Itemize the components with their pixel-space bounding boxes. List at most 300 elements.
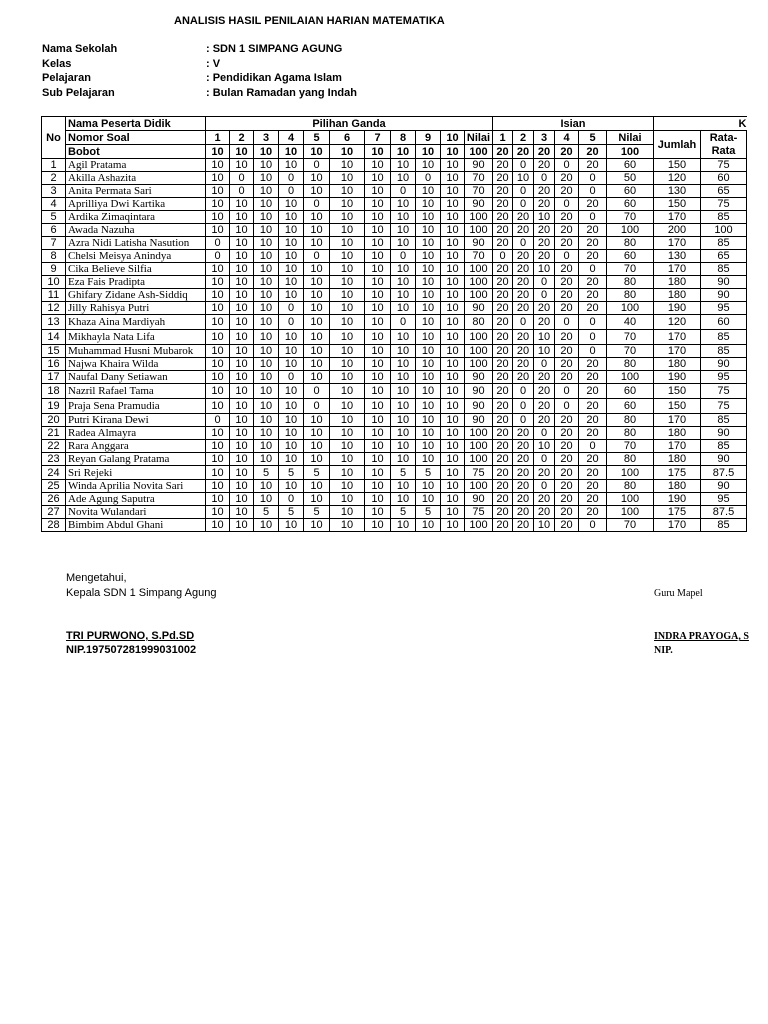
isian-score: 0	[513, 399, 534, 414]
pg-score: 10	[230, 371, 254, 384]
pg-score: 10	[441, 427, 465, 440]
pg-score: 0	[279, 493, 304, 506]
jumlah-value: 180	[654, 453, 701, 466]
pg-nilai: 90	[465, 371, 493, 384]
pg-nilai: 100	[465, 453, 493, 466]
table-row	[42, 330, 747, 345]
pg-score: 10	[391, 302, 416, 315]
rata-rata-value: 95	[701, 302, 747, 315]
pg-score: 10	[206, 384, 230, 399]
header-k: K	[654, 117, 747, 131]
pg-score: 10	[230, 427, 254, 440]
pg-score: 10	[254, 519, 279, 532]
isian-score: 20	[534, 371, 555, 384]
pg-score: 10	[330, 250, 365, 263]
pg-score: 10	[330, 198, 365, 211]
pg-score: 10	[254, 358, 279, 371]
isian-score: 0	[579, 345, 607, 358]
pg-score: 10	[441, 250, 465, 263]
pg-score: 5	[391, 466, 416, 480]
isian-score: 20	[534, 414, 555, 427]
pg-score: 10	[391, 371, 416, 384]
pg-score: 0	[304, 384, 330, 399]
student-no: 4	[42, 198, 66, 211]
pg-nilai: 100	[465, 289, 493, 302]
pg-score: 10	[304, 414, 330, 427]
pg-score: 10	[330, 480, 365, 493]
table-row	[42, 358, 747, 371]
isian-score: 0	[534, 453, 555, 466]
isian-score: 20	[579, 276, 607, 289]
table-row	[42, 427, 747, 440]
isian-score: 10	[534, 345, 555, 358]
isian-nilai: 70	[607, 263, 654, 276]
isian-score: 20	[493, 211, 513, 224]
isian-score: 0	[513, 159, 534, 172]
rata-rata-value: 65	[701, 185, 747, 198]
isian-score: 0	[579, 263, 607, 276]
pg-number: 7	[365, 131, 391, 145]
mengetahui-text: Mengetahui,	[66, 572, 127, 584]
pg-number: 2	[230, 131, 254, 145]
isian-score: 20	[493, 185, 513, 198]
jumlah-value: 170	[654, 263, 701, 276]
pg-score: 10	[391, 237, 416, 250]
pg-score: 10	[206, 440, 230, 453]
student-no: 19	[42, 399, 66, 414]
isian-score: 20	[579, 414, 607, 427]
pg-score: 10	[230, 466, 254, 480]
pg-score: 10	[330, 399, 365, 414]
pg-score: 10	[304, 172, 330, 185]
pg-nilai: 100	[465, 427, 493, 440]
isian-score: 20	[555, 493, 579, 506]
pg-score: 0	[206, 237, 230, 250]
pg-score: 10	[279, 198, 304, 211]
isian-nilai: 60	[607, 159, 654, 172]
pg-score: 10	[230, 519, 254, 532]
guru-nip: NIP.	[654, 645, 673, 656]
rata-rata-value: 85	[701, 263, 747, 276]
pg-score: 10	[304, 315, 330, 330]
pg-bobot: 10	[391, 145, 416, 159]
jumlah-value: 200	[654, 224, 701, 237]
jumlah-value: 170	[654, 211, 701, 224]
isian-score: 20	[555, 480, 579, 493]
isian-score: 20	[493, 399, 513, 414]
isian-score: 20	[513, 224, 534, 237]
isian-score: 20	[493, 315, 513, 330]
isian-nilai: 70	[607, 345, 654, 358]
isian-score: 20	[579, 250, 607, 263]
pg-nilai: 80	[465, 315, 493, 330]
student-name: Sri Rejeki	[66, 466, 206, 480]
pg-score: 10	[206, 480, 230, 493]
isian-nilai: 100	[607, 466, 654, 480]
isian-score: 20	[513, 345, 534, 358]
pg-score: 10	[416, 399, 441, 414]
pg-score: 0	[279, 315, 304, 330]
student-name: Winda Aprilia Novita Sari	[66, 480, 206, 493]
pg-score: 10	[254, 493, 279, 506]
pg-score: 10	[365, 330, 391, 345]
isian-nilai: 70	[607, 440, 654, 453]
rata-rata-value: 85	[701, 440, 747, 453]
isian-score: 20	[493, 345, 513, 358]
table-row	[42, 345, 747, 358]
isian-score: 20	[579, 384, 607, 399]
pg-score: 10	[330, 440, 365, 453]
isian-score: 20	[513, 358, 534, 371]
student-no: 17	[42, 371, 66, 384]
pg-score: 10	[416, 263, 441, 276]
student-name: Azra Nidi Latisha Nasution	[66, 237, 206, 250]
isian-score: 20	[555, 276, 579, 289]
guru-mapel-title: Guru Mapel	[654, 588, 703, 599]
pg-bobot: 10	[330, 145, 365, 159]
pg-score: 10	[365, 250, 391, 263]
isian-score: 0	[555, 384, 579, 399]
rata-rata-value: 75	[701, 399, 747, 414]
pg-score: 10	[391, 480, 416, 493]
student-name: Ade Agung Saputra	[66, 493, 206, 506]
pg-score: 10	[391, 414, 416, 427]
info-value: : V	[206, 57, 221, 70]
pg-score: 10	[330, 315, 365, 330]
pg-score: 10	[416, 358, 441, 371]
table-row	[42, 519, 747, 532]
pg-score: 10	[441, 493, 465, 506]
pg-score: 10	[230, 263, 254, 276]
table-row	[42, 159, 747, 172]
student-name: Chelsi Meisya Anindya	[66, 250, 206, 263]
pg-score: 10	[441, 159, 465, 172]
pg-score: 10	[416, 250, 441, 263]
pg-number: 1	[206, 131, 230, 145]
isian-score: 10	[534, 519, 555, 532]
pg-score: 10	[304, 224, 330, 237]
isian-score: 20	[555, 453, 579, 466]
pg-score: 10	[254, 371, 279, 384]
isian-score: 20	[579, 159, 607, 172]
pg-score: 10	[206, 315, 230, 330]
pg-score: 10	[365, 466, 391, 480]
pg-score: 10	[330, 453, 365, 466]
pg-score: 10	[230, 345, 254, 358]
student-no: 8	[42, 250, 66, 263]
pg-nilai: 75	[465, 466, 493, 480]
pg-score: 10	[304, 371, 330, 384]
pg-score: 10	[230, 211, 254, 224]
pg-score: 10	[391, 345, 416, 358]
pg-nilai: 70	[465, 172, 493, 185]
pg-score: 10	[391, 358, 416, 371]
isian-score: 20	[579, 453, 607, 466]
pg-score: 10	[279, 237, 304, 250]
isian-score: 20	[513, 466, 534, 480]
rata-rata-value: 90	[701, 358, 747, 371]
pg-score: 10	[416, 224, 441, 237]
pg-nilai: 90	[465, 302, 493, 315]
table-row	[42, 466, 747, 480]
isian-score: 20	[534, 224, 555, 237]
pg-score: 10	[279, 453, 304, 466]
pg-score: 10	[416, 384, 441, 399]
isian-nilai: 100	[607, 493, 654, 506]
pg-score: 10	[254, 453, 279, 466]
pg-score: 10	[206, 198, 230, 211]
pg-score: 10	[206, 276, 230, 289]
pg-score: 10	[416, 185, 441, 198]
info-label: Kelas	[42, 57, 72, 70]
isian-score: 20	[555, 302, 579, 315]
isian-bobot: 20	[493, 145, 513, 159]
student-name: Praja Sena Pramudia	[66, 399, 206, 414]
pg-score: 10	[416, 315, 441, 330]
pg-score: 5	[391, 506, 416, 519]
student-no: 9	[42, 263, 66, 276]
rata-rata-value: 60	[701, 315, 747, 330]
pg-nilai: 90	[465, 237, 493, 250]
pg-score: 10	[416, 440, 441, 453]
pg-score: 10	[206, 519, 230, 532]
jumlah-value: 190	[654, 493, 701, 506]
isian-score: 20	[579, 427, 607, 440]
pg-score: 10	[279, 384, 304, 399]
pg-score: 10	[279, 345, 304, 358]
header-row-1	[42, 117, 747, 131]
pg-nilai: 90	[465, 399, 493, 414]
isian-score: 20	[555, 371, 579, 384]
isian-score: 20	[534, 237, 555, 250]
pg-score: 10	[230, 358, 254, 371]
pg-score: 10	[391, 384, 416, 399]
isian-score: 20	[555, 506, 579, 519]
rata-rata-value: 65	[701, 250, 747, 263]
pg-score: 10	[230, 198, 254, 211]
isian-score: 10	[534, 211, 555, 224]
isian-score: 0	[493, 250, 513, 263]
pg-score: 0	[279, 185, 304, 198]
isian-score: 20	[534, 466, 555, 480]
jumlah-value: 130	[654, 185, 701, 198]
table-row	[42, 371, 747, 384]
table-row	[42, 453, 747, 466]
pg-score: 10	[441, 519, 465, 532]
isian-score: 0	[579, 440, 607, 453]
pg-score: 10	[441, 289, 465, 302]
student-name: Najwa Khaira Wilda	[66, 358, 206, 371]
rata-rata-value: 90	[701, 427, 747, 440]
isian-score: 20	[513, 211, 534, 224]
student-name: Nazril Rafael Tama	[66, 384, 206, 399]
header-bobot: Bobot	[66, 145, 206, 159]
student-no: 14	[42, 330, 66, 345]
isian-score: 20	[513, 493, 534, 506]
pg-score: 10	[304, 330, 330, 345]
isian-score: 0	[534, 172, 555, 185]
pg-score: 10	[441, 330, 465, 345]
pg-score: 10	[206, 453, 230, 466]
pg-nilai-header: Nilai	[465, 131, 493, 145]
isian-score: 20	[513, 371, 534, 384]
pg-score: 10	[230, 250, 254, 263]
header-nama-peserta: Nama Peserta Didik	[66, 117, 206, 131]
student-name: Eza Fais Pradipta	[66, 276, 206, 289]
student-no: 25	[42, 480, 66, 493]
isian-score: 0	[513, 384, 534, 399]
pg-score: 10	[254, 480, 279, 493]
pg-nilai: 90	[465, 493, 493, 506]
isian-score: 20	[513, 519, 534, 532]
isian-nilai: 80	[607, 480, 654, 493]
pg-score: 5	[254, 506, 279, 519]
pg-score: 10	[391, 440, 416, 453]
pg-nilai: 100	[465, 211, 493, 224]
rata-rata-value: 87.5	[701, 466, 747, 480]
student-rows	[42, 159, 747, 532]
header-pilihan-ganda: Pilihan Ganda	[206, 117, 493, 131]
pg-score: 10	[304, 302, 330, 315]
pg-score: 10	[365, 198, 391, 211]
pg-score: 10	[254, 414, 279, 427]
pg-score: 10	[391, 172, 416, 185]
isian-score: 20	[534, 506, 555, 519]
student-name: Ghifary Zidane Ash-Siddiq	[66, 289, 206, 302]
pg-nilai: 100	[465, 519, 493, 532]
pg-score: 10	[416, 289, 441, 302]
isian-bobot: 20	[579, 145, 607, 159]
pg-score: 10	[279, 224, 304, 237]
jumlah-value: 170	[654, 345, 701, 358]
pg-score: 10	[230, 493, 254, 506]
pg-number: 6	[330, 131, 365, 145]
isian-score: 0	[579, 519, 607, 532]
jumlah-value: 170	[654, 414, 701, 427]
info-value: : SDN 1 SIMPANG AGUNG	[206, 43, 343, 55]
pg-score: 10	[304, 237, 330, 250]
isian-score: 20	[579, 358, 607, 371]
pg-nilai: 70	[465, 185, 493, 198]
isian-bobot: 20	[555, 145, 579, 159]
isian-score: 0	[579, 315, 607, 330]
pg-score: 10	[279, 250, 304, 263]
pg-nilai: 90	[465, 414, 493, 427]
pg-score: 10	[206, 506, 230, 519]
score-table	[41, 116, 747, 532]
pg-score: 10	[391, 289, 416, 302]
isian-score: 0	[555, 159, 579, 172]
student-no: 5	[42, 211, 66, 224]
pg-score: 10	[206, 466, 230, 480]
pg-score: 10	[416, 276, 441, 289]
pg-score: 5	[279, 466, 304, 480]
isian-score: 10	[534, 440, 555, 453]
isian-score: 20	[493, 384, 513, 399]
pg-score: 5	[304, 506, 330, 519]
header-row-3	[42, 145, 747, 159]
student-no: 28	[42, 519, 66, 532]
isian-score: 20	[493, 237, 513, 250]
pg-score: 10	[416, 414, 441, 427]
rata-rata-value: 100	[701, 224, 747, 237]
pg-score: 10	[330, 384, 365, 399]
isian-nilai: 80	[607, 427, 654, 440]
isian-score: 20	[534, 302, 555, 315]
jumlah-value: 150	[654, 384, 701, 399]
isian-score: 20	[579, 289, 607, 302]
pg-score: 10	[254, 315, 279, 330]
info-label: Sub Pelajaran	[42, 86, 115, 99]
pg-score: 10	[230, 224, 254, 237]
pg-bobot: 10	[254, 145, 279, 159]
isian-score: 20	[513, 276, 534, 289]
isian-nilai: 100	[607, 302, 654, 315]
pg-score: 10	[330, 493, 365, 506]
pg-score: 10	[206, 399, 230, 414]
rata-rata-value: 85	[701, 237, 747, 250]
pg-number: 8	[391, 131, 416, 145]
table-row	[42, 198, 747, 211]
pg-score: 10	[330, 414, 365, 427]
pg-score: 10	[254, 211, 279, 224]
pg-bobot: 10	[441, 145, 465, 159]
pg-number: 4	[279, 131, 304, 145]
header-rata-rata: Rata-Rata	[701, 131, 747, 159]
rata-rata-value: 95	[701, 493, 747, 506]
isian-score: 0	[534, 289, 555, 302]
table-row	[42, 263, 747, 276]
isian-nilai: 70	[607, 519, 654, 532]
pg-score: 10	[279, 414, 304, 427]
isian-nilai: 80	[607, 237, 654, 250]
pg-score: 10	[230, 384, 254, 399]
isian-score: 10	[534, 263, 555, 276]
jumlah-value: 180	[654, 427, 701, 440]
isian-score: 20	[555, 440, 579, 453]
isian-score: 20	[493, 453, 513, 466]
pg-score: 10	[391, 263, 416, 276]
pg-score: 10	[365, 427, 391, 440]
jumlah-value: 180	[654, 289, 701, 302]
pg-score: 10	[365, 384, 391, 399]
table-row	[42, 399, 747, 414]
isian-score: 20	[493, 276, 513, 289]
jumlah-value: 150	[654, 159, 701, 172]
isian-score: 0	[513, 315, 534, 330]
student-name: Cika Believe Silfia	[66, 263, 206, 276]
isian-number: 4	[555, 131, 579, 145]
pg-score: 10	[365, 172, 391, 185]
pg-score: 0	[230, 185, 254, 198]
pg-nilai: 90	[465, 384, 493, 399]
isian-score: 20	[579, 371, 607, 384]
pg-score: 10	[254, 159, 279, 172]
isian-score: 20	[534, 493, 555, 506]
pg-score: 10	[279, 358, 304, 371]
jumlah-value: 120	[654, 172, 701, 185]
pg-score: 10	[254, 289, 279, 302]
jumlah-value: 130	[654, 250, 701, 263]
pg-nilai: 90	[465, 198, 493, 211]
student-name: Putri Kirana Dewi	[66, 414, 206, 427]
pg-score: 10	[391, 453, 416, 466]
pg-score: 10	[416, 493, 441, 506]
pg-score: 10	[441, 453, 465, 466]
isian-bobot-nilai: 100	[607, 145, 654, 159]
isian-score: 20	[513, 330, 534, 345]
student-no: 15	[42, 345, 66, 358]
